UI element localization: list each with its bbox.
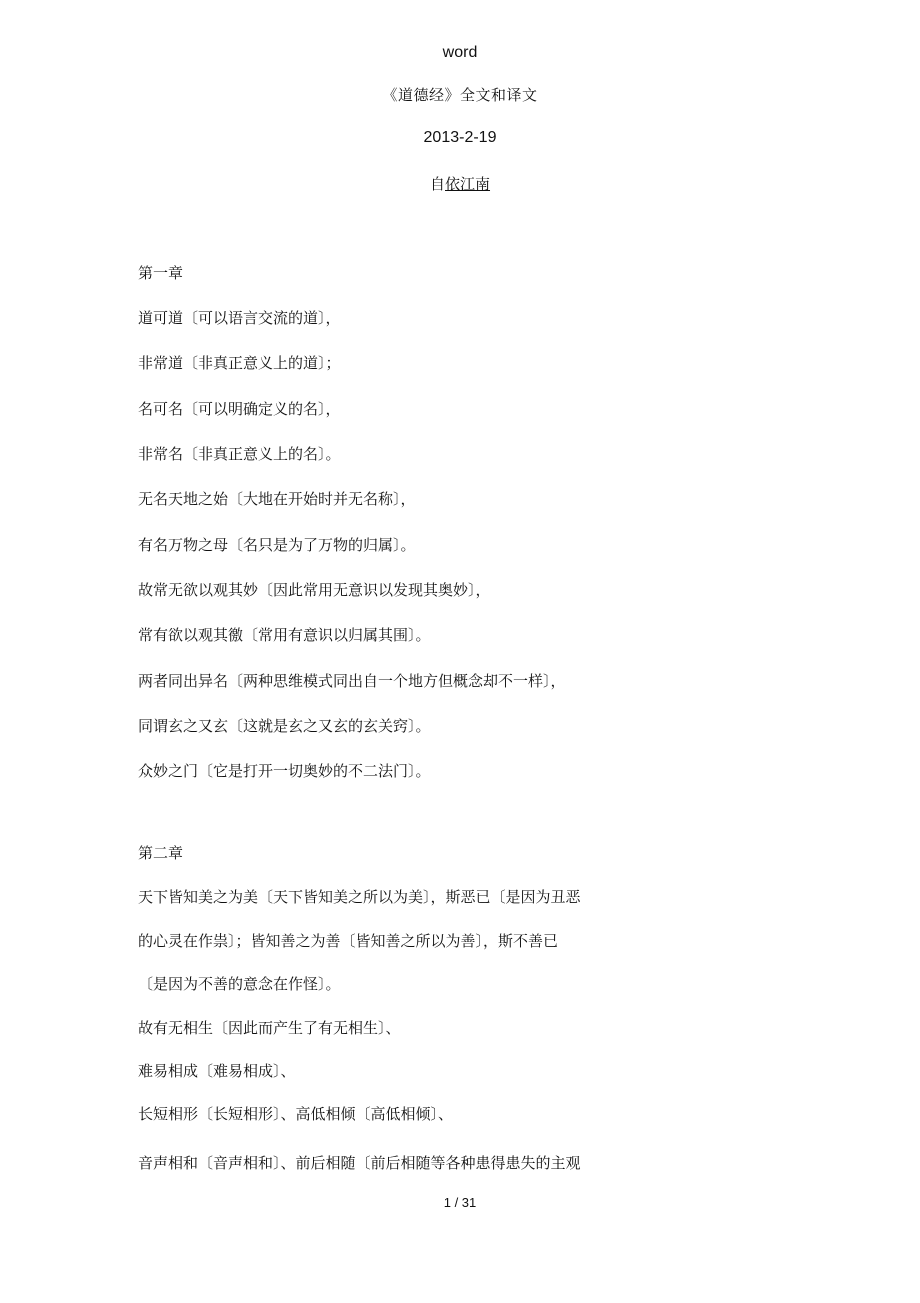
text-line: 常有欲以观其徼〔常用有意识以归属其围〕。 [138, 626, 431, 644]
text-line: 〔是因为不善的意念在作怪〕。 [138, 975, 341, 993]
text-line: 天下皆知美之为美〔天下皆知美之所以为美〕，斯恶已〔是因为丑恶 [138, 888, 581, 906]
text-line: 的心灵在作祟〕；皆知善之为善〔皆知善之所以为善〕，斯不善已 [138, 932, 559, 950]
text-line: 难易相成〔难易相成〕、 [138, 1062, 296, 1080]
document-title: 《道德经》全文和译文 [382, 86, 538, 104]
text-line: 名可名〔可以明确定义的名〕， [138, 400, 341, 418]
text-line: 无名天地之始〔大地在开始时并无名称〕， [138, 490, 416, 508]
text-line: 故常无欲以观其妙〔因此常用无意识以发现其奥妙〕， [138, 581, 491, 599]
page-number: 1 / 31 [443, 1195, 477, 1210]
byline-prefix: 自 [429, 175, 445, 193]
text-line: 同谓玄之又玄〔这就是玄之又玄的玄关窍〕。 [138, 717, 431, 735]
text-line: 非常名〔非真正意义上的名〕。 [138, 445, 341, 463]
document-date: 2013-2-19 [423, 129, 497, 146]
text-line: 两者同出异名〔两种思维模式同出自一个地方但概念却不一样〕， [138, 672, 566, 690]
text-line: 道可道〔可以语言交流的道〕， [138, 309, 341, 327]
chapter-heading: 第二章 [138, 844, 184, 862]
text-line: 有名万物之母〔名只是为了万物的归属〕。 [138, 536, 416, 554]
text-line: 故有无相生〔因此而产生了有无相生〕、 [138, 1019, 401, 1037]
text-line: 长短相形〔长短相形〕、高低相倾〔高低相倾〕、 [138, 1105, 454, 1123]
document-byline [0, 173, 920, 194]
text-line: 众妙之门〔它是打开一切奥妙的不二法门〕。 [138, 762, 431, 780]
author-link[interactable]: 依江南 [445, 175, 491, 193]
chapter-heading: 第一章 [138, 264, 184, 282]
text-line: 非常道〔非真正意义上的道〕； [138, 354, 341, 372]
document-header: word [442, 44, 478, 61]
text-line: 音声相和〔音声相和〕、前后相随〔前后相随等各种患得患失的主观 [138, 1154, 581, 1172]
